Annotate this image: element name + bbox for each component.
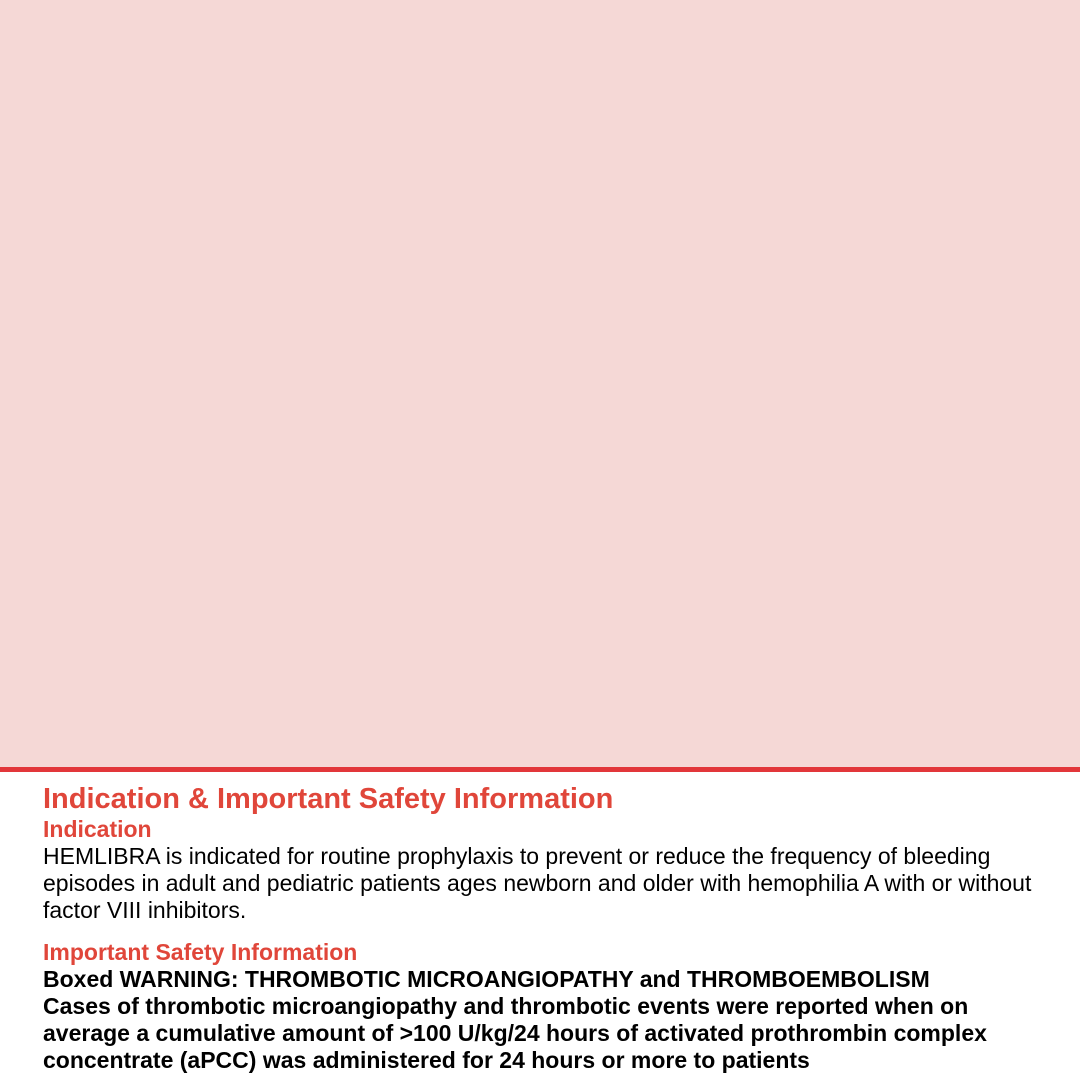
safety-heading: Important Safety Information — [43, 939, 358, 965]
boxed-warning-body: Cases of thrombotic microangiopathy and thrombotic events were reported when on average a cumulative amount of >100 U/kg/24 hours of activated prothrombin complex concentrate (aPCC) was administered for 24 hours or more to patients — [43, 993, 987, 1073]
boxed-warning-title: Boxed WARNING: THROMBOTIC MICROANGIOPATHY and THROMBOEMBOLISM — [43, 966, 930, 992]
isi-title: Indication & Important Safety Information — [43, 783, 614, 815]
indication-heading: Indication — [43, 816, 152, 842]
section-divider — [0, 767, 1080, 772]
isi-section — [43, 783, 1033, 1074]
indication-body: HEMLIBRA is indicated for routine prophylaxis to prevent or reduce the frequency of bleeding episodes in adult and pediatric patients ages newborn and older with hemophilia A with or without factor VIII inhibitors. — [43, 843, 1032, 923]
